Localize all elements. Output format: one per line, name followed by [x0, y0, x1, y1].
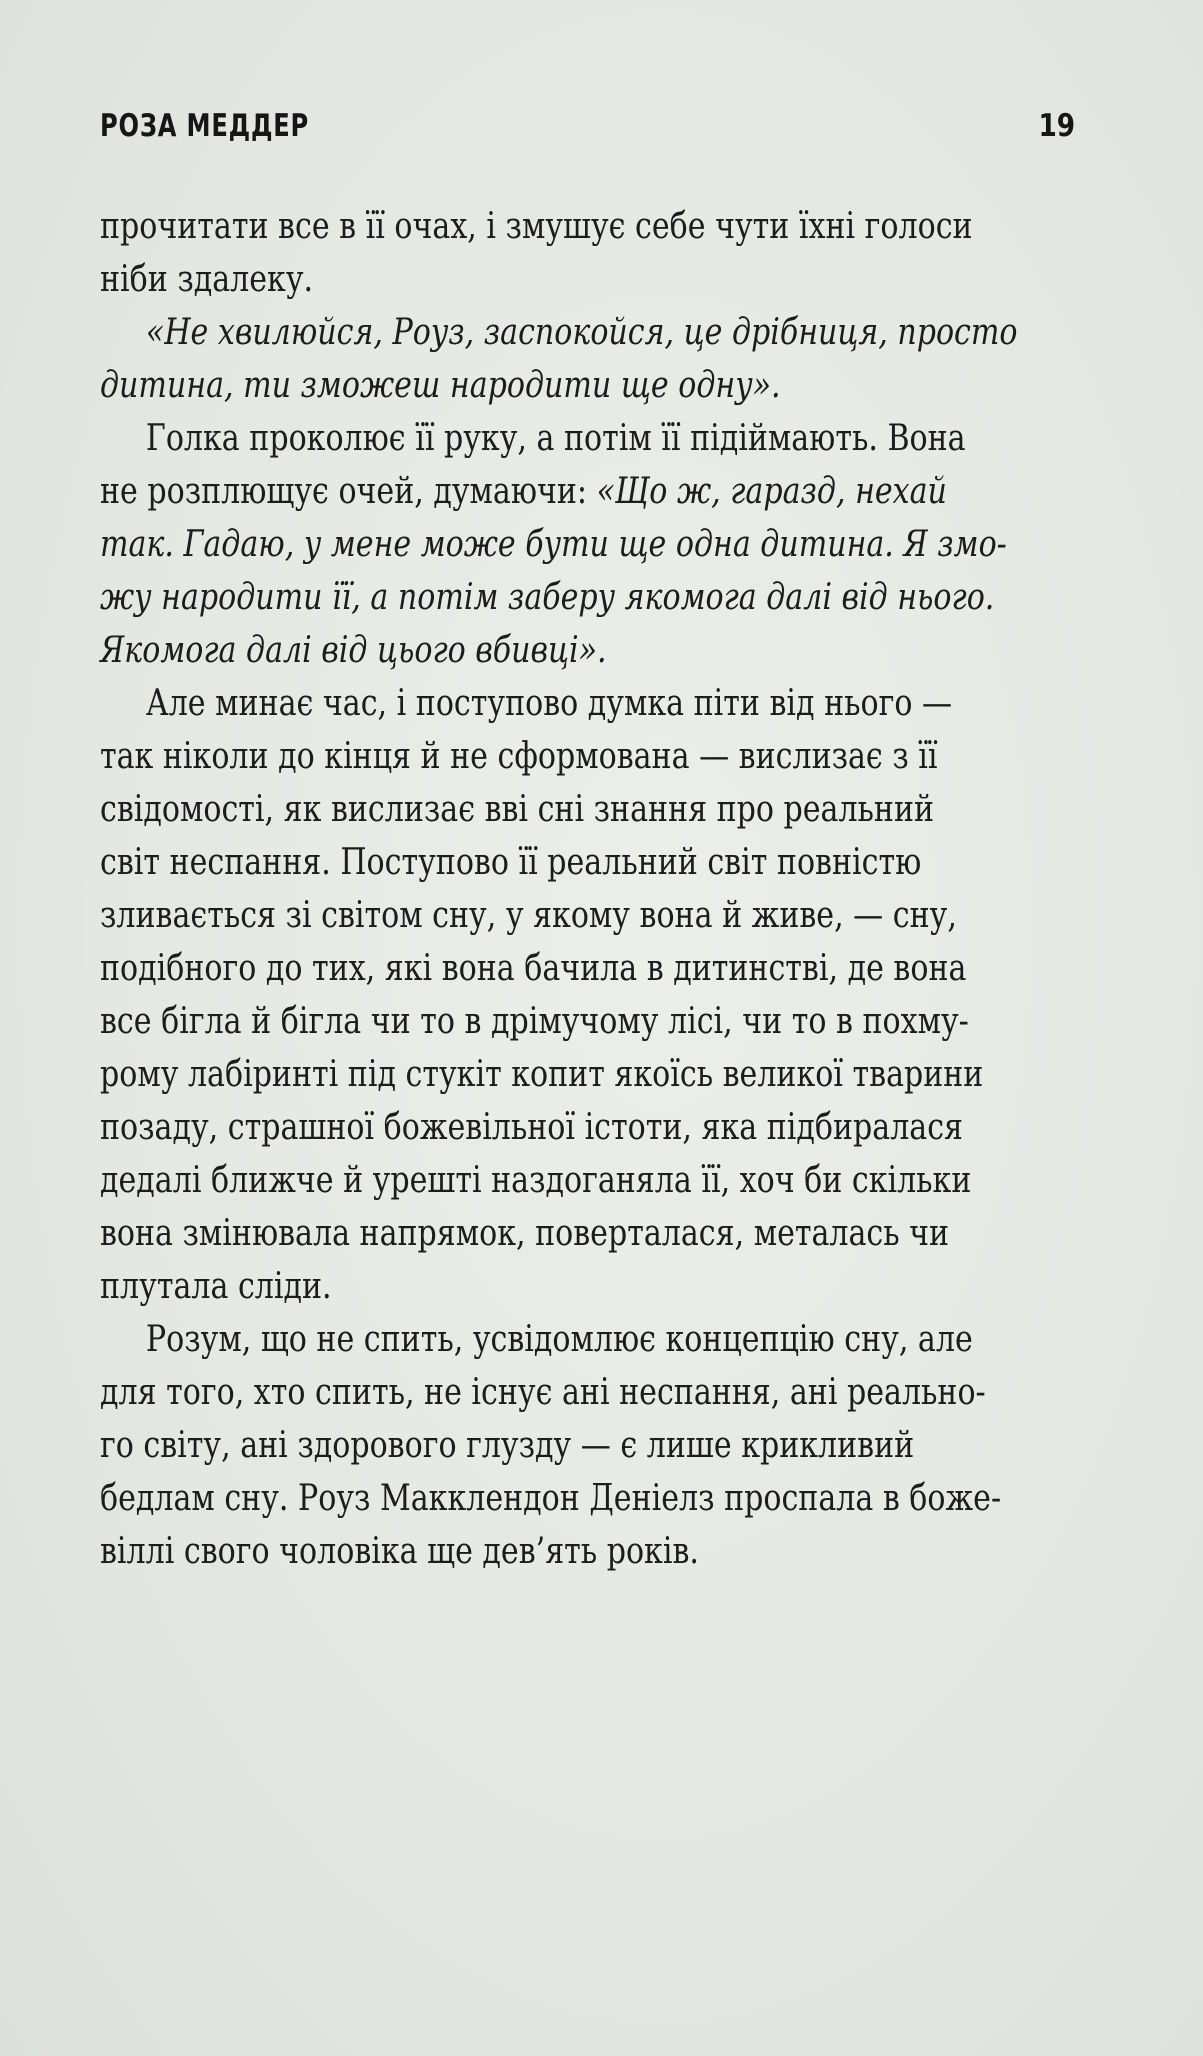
- text-line: подібного до тих, які вона бачила в дитинстві, де вона: [100, 948, 967, 989]
- page-number: 19: [1038, 108, 1075, 144]
- text-line: вона змінювала напрямок, поверталася, металась чи: [100, 1213, 950, 1254]
- italic-quote-line: Якомога далі від цього вбивці».: [100, 630, 607, 671]
- text-line: для того, хто спить, не існує ані неспання, ані реально-: [100, 1372, 986, 1413]
- italic-quote-line: жу народити її, а потім заберу якомога далі від нього.: [100, 577, 995, 618]
- italic-quote-line: дитина, ти зможеш народити ще одну».: [100, 365, 781, 406]
- text-line: бедлам сну. Роуз Макклендон Деніелз проспала в боже-: [100, 1478, 1002, 1519]
- italic-quote-line: «Не хвилюйся, Роуз, заспокойся, це дрібниця, просто: [145, 312, 1018, 353]
- page-header: [100, 108, 1075, 148]
- text-line: так ніколи до кінця й не сформована — вислизає з її: [100, 736, 938, 777]
- text-line: го світу, ані здорового глузду — є лише крикливий: [100, 1425, 915, 1466]
- paragraph-start-line: Голка проколює її руку, а потім її підіймають. Вона: [145, 418, 966, 459]
- text-line: світ неспання. Поступово її реальний світ повністю: [100, 842, 922, 883]
- italic-quote-line: так. Гадаю, у мене може бути ще одна дитина. Я змо-: [100, 524, 1007, 565]
- text-line: рому лабіринті під стукіт копит якоїсь великої тварини: [100, 1054, 984, 1095]
- text-line: плутала сліди.: [100, 1266, 332, 1307]
- running-head: РОЗА МЕДДЕР: [100, 108, 310, 144]
- text-line: дедалі ближче й урешті наздоганяла її, хоч би скільки: [100, 1160, 972, 1201]
- italic-quote-span: «Що ж, гаразд, нехай: [596, 471, 947, 512]
- text-line: зливається зі світом сну, у якому вона й живе, — сну,: [100, 895, 957, 936]
- paragraph-start-line: Розум, що не спить, усвідомлює концепцію сну, але: [145, 1319, 973, 1360]
- paragraph-start-line: Але минає час, і поступово думка піти від нього —: [145, 683, 953, 724]
- text-line: віллі свого чоловіка ще дев’ять років.: [100, 1531, 699, 1572]
- text-line: позаду, страшної божевільної істоти, яка підбиралася: [100, 1107, 964, 1148]
- text-span: не розплющує очей, думаючи:: [100, 471, 597, 512]
- body-text: [100, 200, 1077, 1578]
- text-line: [100, 465, 1077, 518]
- text-line: прочитати все в її очах, і змушує себе чути їхні голоси: [100, 206, 973, 247]
- text-line: свідомості, як вислизає вві сні знання про реальний: [100, 789, 935, 830]
- text-line: ніби здалеку.: [100, 259, 314, 300]
- text-line: все бігла й бігла чи то в дрімучому лісі, чи то в похму-: [100, 1001, 969, 1042]
